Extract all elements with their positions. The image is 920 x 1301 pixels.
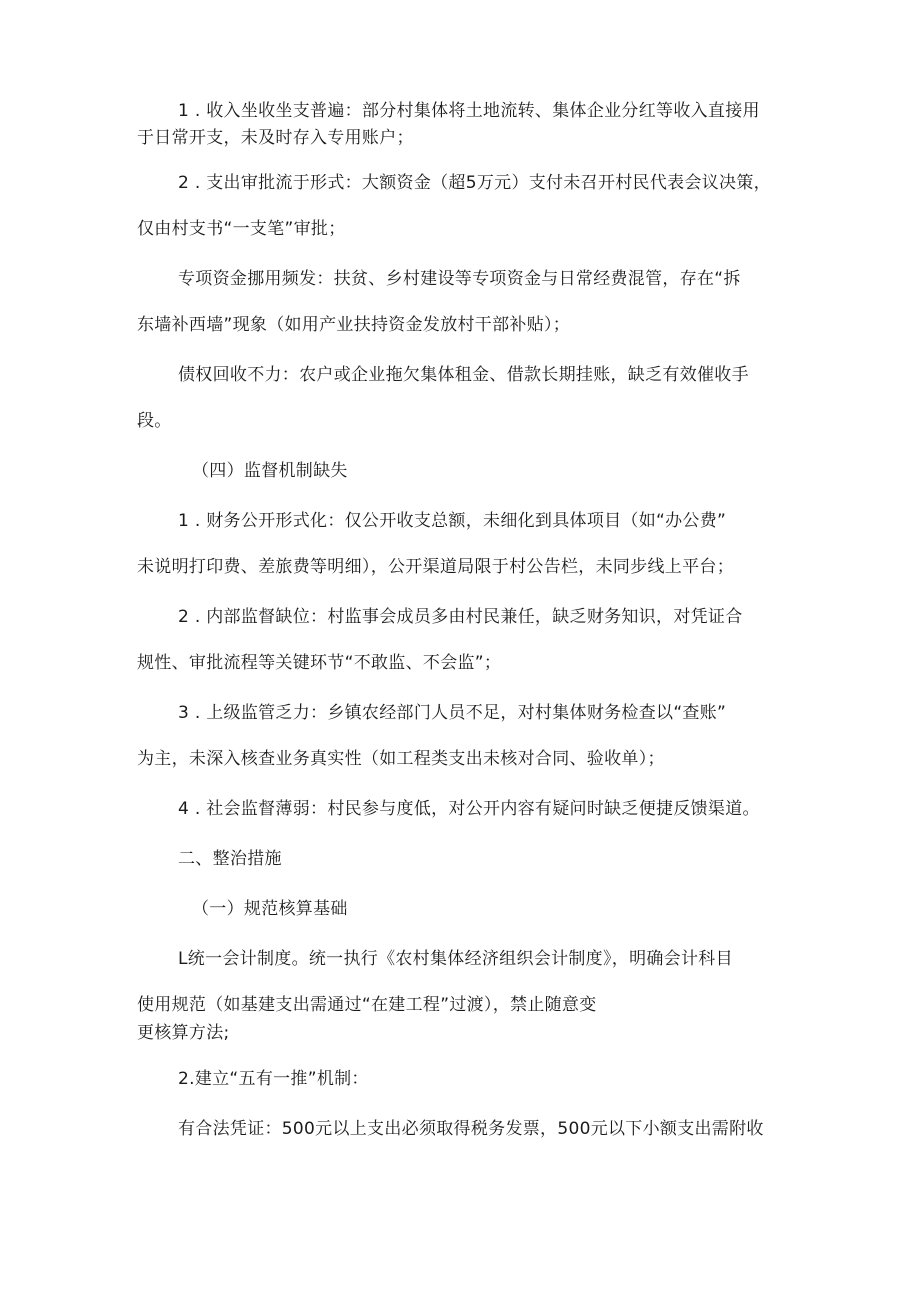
paragraph-line: 使用规范（如基建支出需通过“在建工程”过渡），禁止随意变 (137, 995, 597, 1015)
section-heading: （四）监督机制缺失 (192, 461, 348, 481)
paragraph-line: 1 . 财务公开形式化：仅公开收支总额，未细化到具体项目（如“办公费” (178, 511, 727, 531)
paragraph-line: 于日常开支，未及时存入专用账户； (137, 128, 414, 148)
paragraph-line: 4 . 社会监督薄弱：村民参与度低，对公开内容有疑问时缺乏便捷反馈渠道。 (178, 799, 760, 819)
paragraph-line: 2 . 支出审批流于形式：大额资金（超5万元）支付未召开村民代表会议决策， (178, 173, 771, 193)
paragraph-line: L统一会计制度。统一执行《农村集体经济组织会计制度》，明确会计科目 (178, 949, 733, 969)
paragraph-line: 段。 (137, 411, 172, 431)
paragraph-line: 1 . 收入坐收坐支普遍：部分村集体将土地流转、集体企业分红等收入直接用 (178, 101, 760, 121)
section-heading: （一）规范核算基础 (192, 899, 348, 919)
paragraph-line: 仅由村支书“一支笔”审批； (137, 219, 346, 239)
paragraph-line: 为主，未深入核查业务真实性（如工程类支出未核对合同、验收单）； (137, 749, 665, 769)
paragraph-line: 2 . 内部监督缺位：村监事会成员多由村民兼任，缺乏财务知识，对凭证合 (178, 607, 743, 627)
paragraph-line: 更核算方法; (137, 1023, 230, 1043)
paragraph-line: 2.建立“五有一推”机制： (178, 1069, 369, 1089)
paragraph-line: 规性、审批流程等关键环节“不敢监、不会监”； (137, 653, 502, 673)
paragraph-line: 债权回收不力：农户或企业拖欠集体租金、借款长期挂账，缺乏有效催收手 (178, 365, 749, 385)
paragraph-line: 有合法凭证：500元以上支出必须取得税务发票，500元以下小额支出需附收 (178, 1119, 764, 1139)
paragraph-line: 专项资金挪用频发：扶贫、乡村建设等专项资金与日常经费混管，存在“拆 (178, 269, 741, 289)
paragraph-line: 3 . 上级监管乏力：乡镇农经部门人员不足，对村集体财务检查以“查账” (178, 703, 727, 723)
paragraph-line: 东墙补西墙”现象（如用产业扶持资金发放村干部补贴）； (137, 315, 571, 335)
paragraph-line: 未说明打印费、差旅费等明细），公开渠道局限于村公告栏，未同步线上平台； (137, 557, 734, 577)
section-heading: 二、整治措施 (178, 849, 282, 869)
